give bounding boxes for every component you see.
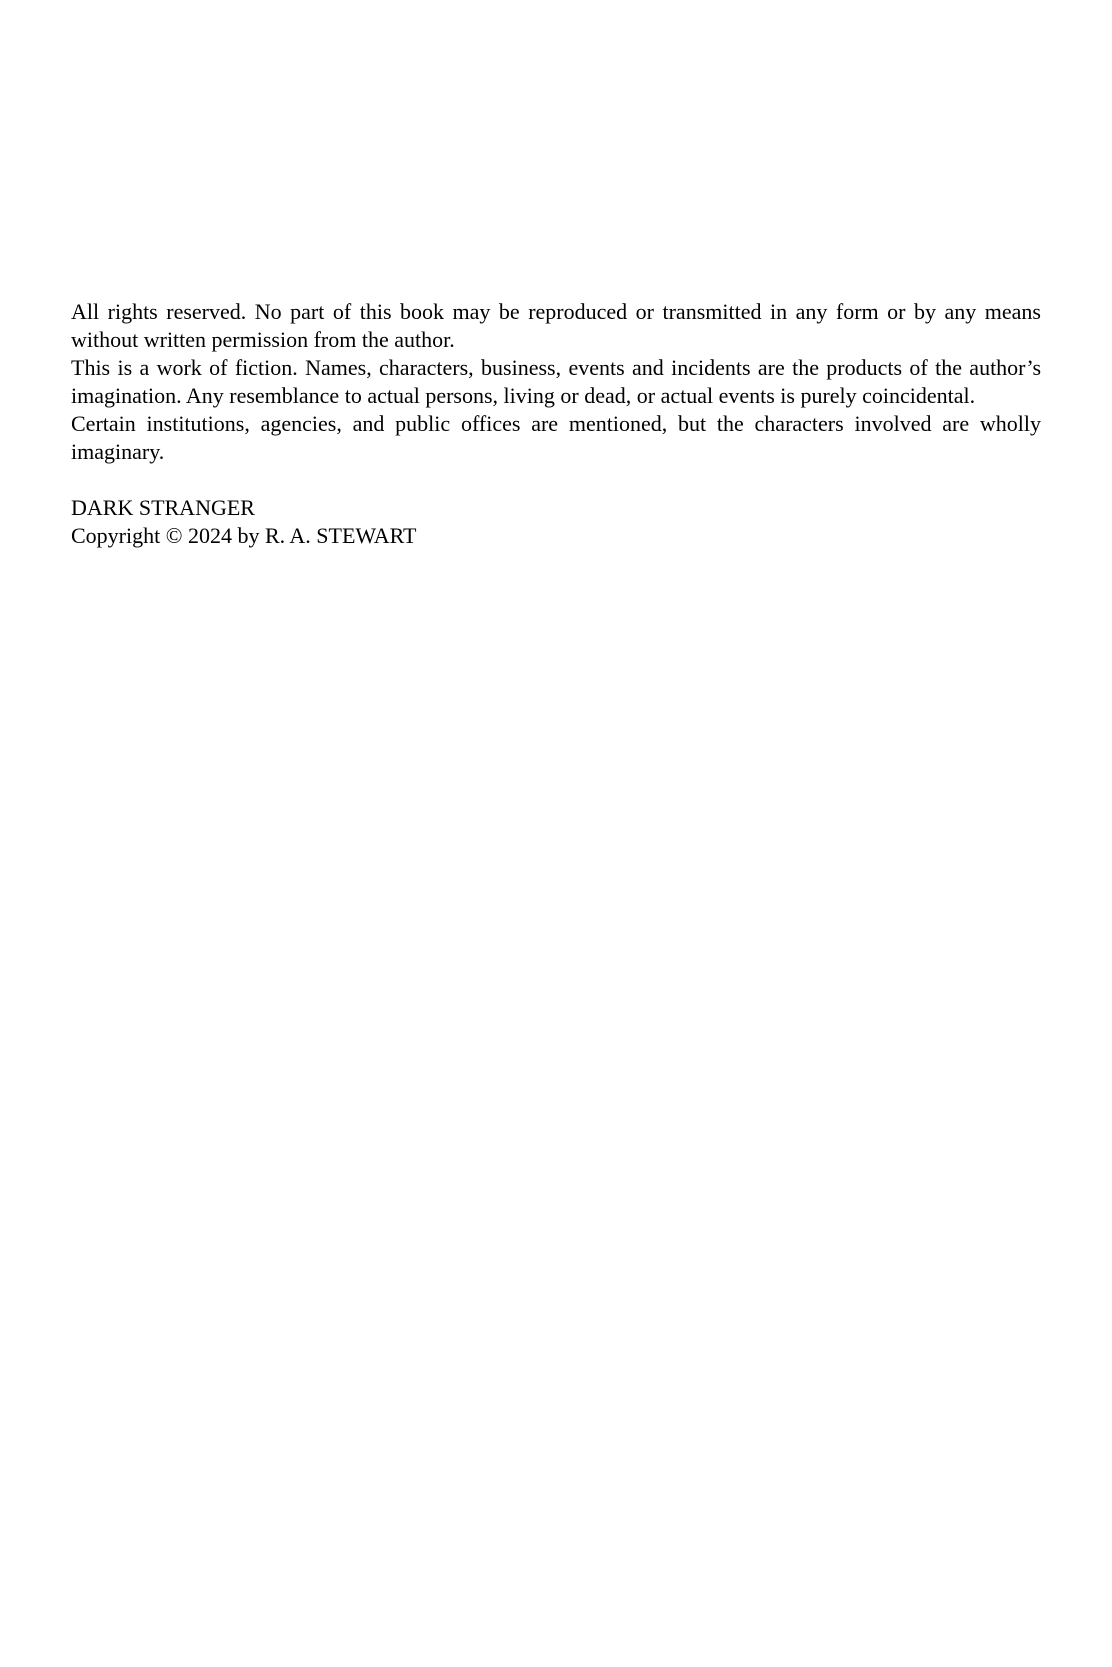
book-title-line: DARK STRANGER: [71, 495, 255, 520]
copyright-notice-line: Copyright © 2024 by R. A. STEWART: [71, 523, 417, 548]
institutions-disclaimer-paragraph: Certain institutions, agencies, and public offices are mentioned, but the characters involved are wholly imaginary.: [71, 411, 1041, 464]
rights-reserved-paragraph: All rights reserved. No part of this book may be reproduced or transmitted in any form or by any means without written permission from the author.: [71, 299, 1041, 352]
copyright-text-block: [71, 298, 1041, 550]
fiction-disclaimer-paragraph: This is a work of fiction. Names, characters, business, events and incidents are the products of the author’s imagination. Any resemblance to actual persons, living or dead, or actual events is purely coincidental.: [71, 355, 1041, 408]
colophon-block: [71, 494, 1041, 550]
